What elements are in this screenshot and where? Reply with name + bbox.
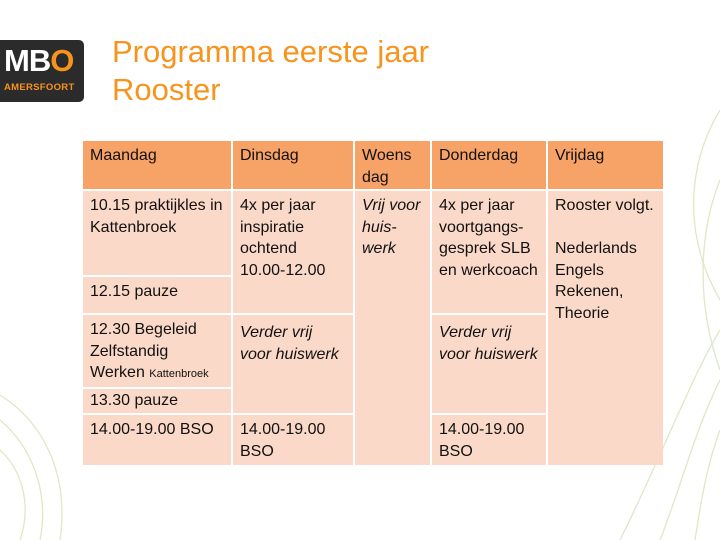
title-line-2: Rooster — [112, 72, 221, 107]
vrijdag-line-2: Nederlands — [555, 240, 637, 257]
header-dinsdag: Dinsdag — [233, 141, 353, 189]
donderdag-slot-1: 4x per jaar voortgangs- gesprek SLB en werkcoach — [432, 191, 546, 313]
header-donderdag: Donderdag — [432, 141, 546, 189]
maandag-pauze-1: 12.15 pauze — [83, 277, 231, 313]
maandag-slot-2-location: Kattenbroek — [149, 368, 209, 380]
logo-wordmark: MBO — [4, 43, 74, 78]
woensdag-slot-1-text: Vrij voor huis- werk — [362, 197, 421, 257]
maandag-slot-2-main: 12.30 Begeleid Zelfstandig Werken — [90, 321, 197, 381]
header-woensdag: Woens dag — [355, 141, 430, 189]
maandag-pauze-2: 13.30 pauze — [83, 389, 231, 413]
vrijdag-line-4: Rekenen, — [555, 283, 624, 300]
woensdag-slot-1 — [355, 191, 430, 465]
mbo-amersfoort-logo — [0, 40, 84, 102]
dinsdag-slot-3: 14.00-19.00 BSO — [233, 415, 353, 465]
maandag-slot-3: 14.00-19.00 BSO — [83, 415, 231, 465]
maandag-slot-1: 10.15 praktijkles in Kattenbroek — [83, 191, 231, 275]
vrijdag-line-3: Engels — [555, 261, 604, 279]
schedule-table — [83, 141, 663, 465]
header-vrijdag: Vrijdag — [548, 141, 663, 189]
title-line-1: Programma eerste jaar — [112, 34, 430, 69]
vrijdag-slot-1 — [548, 191, 663, 465]
vrijdag-line-5: Theorie — [555, 304, 610, 322]
dinsdag-slot-1: 4x per jaar inspiratie ochtend 10.00-12.00 — [233, 191, 353, 313]
vrijdag-line-1: Rooster volgt. — [555, 197, 654, 214]
maandag-slot-2 — [83, 315, 231, 387]
header-maandag: Maandag — [83, 141, 231, 189]
logo-subtitle: AMERSFOORT — [4, 82, 75, 93]
page-title — [112, 33, 429, 109]
donderdag-slot-3: 14.00-19.00 BSO — [432, 415, 546, 465]
dinsdag-slot-2 — [233, 315, 353, 413]
dinsdag-slot-2-text: Verder vrij voor huiswerk — [240, 324, 339, 363]
donderdag-slot-2-text: Verder vrij voor huiswerk — [439, 324, 538, 363]
donderdag-slot-2 — [432, 315, 546, 413]
